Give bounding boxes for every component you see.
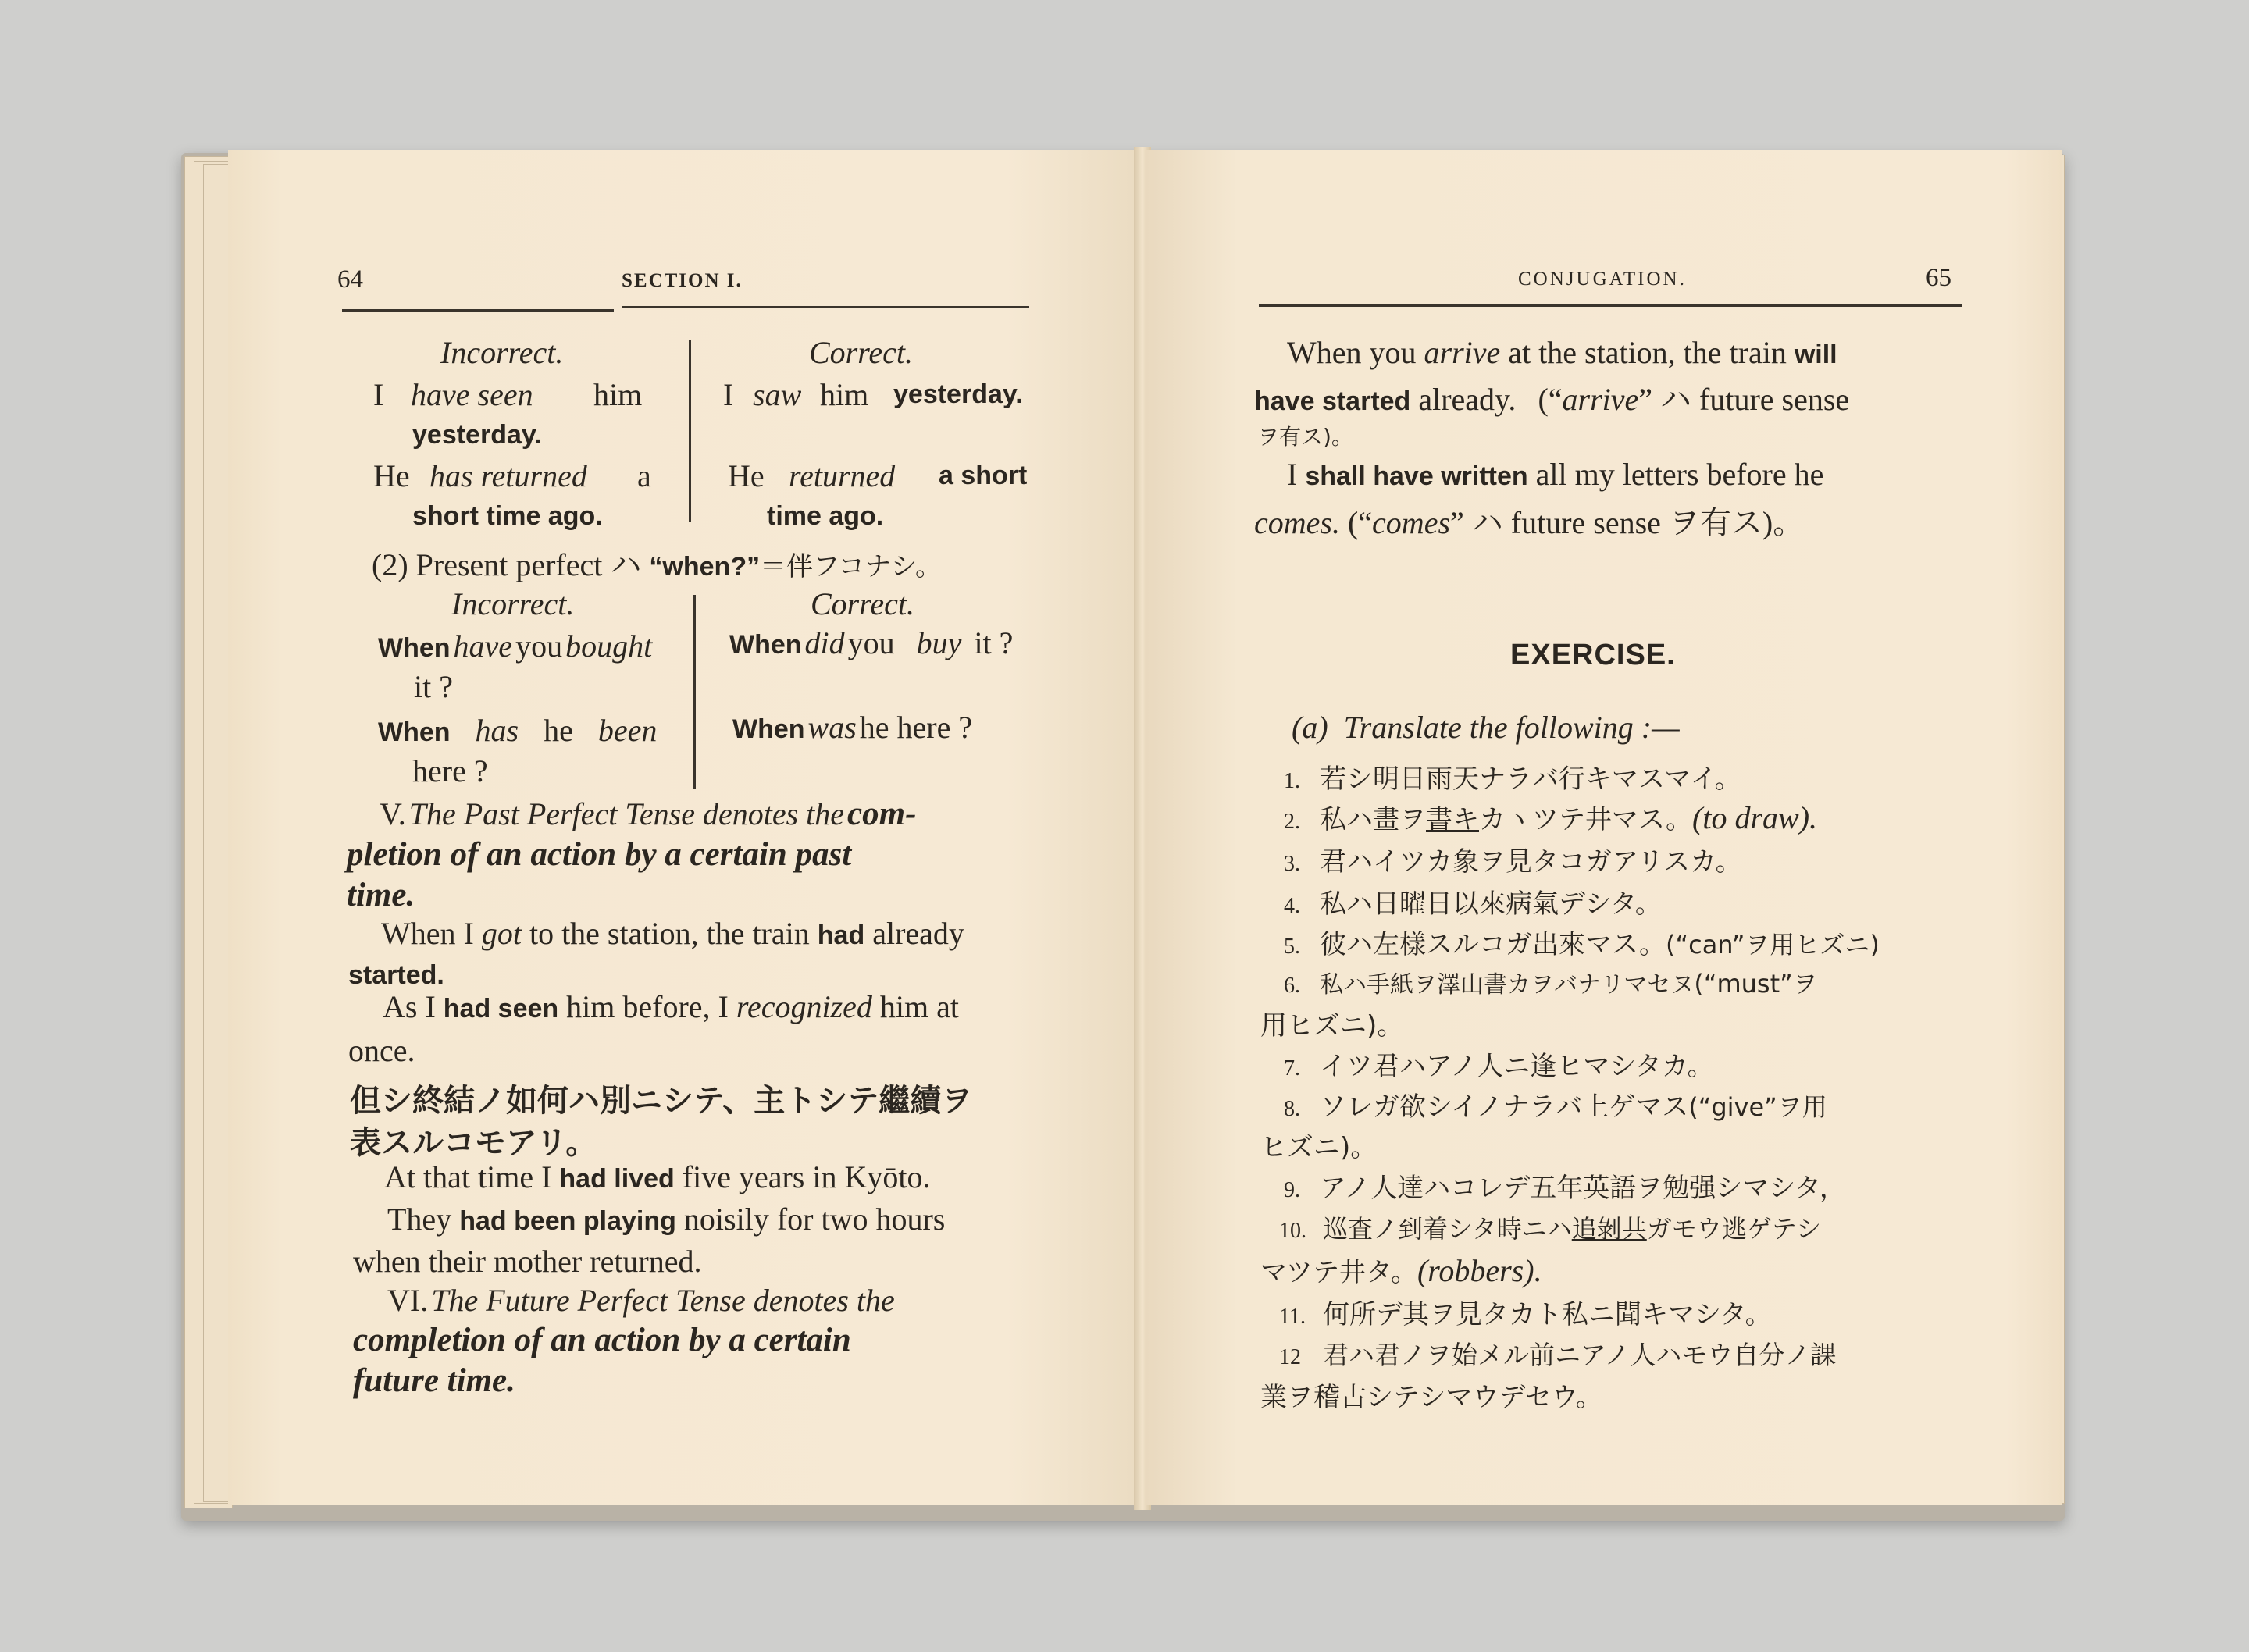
example-line	[378, 628, 652, 664]
item-text: 彼ハ左樣スルコガ出來マス。	[1320, 929, 1666, 960]
example-text: ” ハ future sense ヲ有ス)。	[1450, 505, 1805, 540]
example-text: ” ハ future sense	[1638, 382, 1850, 417]
item-text: 君ハイツカ象ヲ見タコガアリスカ。	[1320, 846, 1742, 878]
example-verb: recognized	[736, 989, 872, 1024]
item-number: 2.	[1284, 810, 1300, 834]
example-verb: buy	[916, 625, 962, 660]
definition-emphasis: future time.	[353, 1362, 515, 1399]
example-verb: returned	[789, 458, 896, 493]
example-sentence	[384, 1159, 930, 1195]
example-text: to the station, the train	[529, 916, 810, 951]
example-text: short time ago.	[412, 501, 603, 531]
section-header: CONJUGATION.	[1518, 269, 1687, 290]
example-text: They	[387, 1202, 452, 1237]
example-sentence	[381, 915, 964, 952]
example-text: when their mother returned.	[353, 1244, 702, 1279]
japanese-note: 表スルコモアリ。	[350, 1125, 597, 1161]
section-v-line-1	[380, 795, 916, 833]
example-verb: was	[807, 710, 857, 745]
example-text: it ?	[414, 669, 453, 704]
paragraph-line	[1254, 375, 1849, 419]
exercise-item	[1284, 1166, 1846, 1205]
exercise-item	[1284, 1045, 1714, 1083]
item-number: 4.	[1284, 894, 1300, 918]
example-text: noisily for two hours	[683, 1202, 946, 1237]
example-text: once.	[348, 1033, 415, 1068]
item-text: アノ人達ハコレデ五年英語ヲ勉强シマシタ，	[1320, 1173, 1846, 1204]
item-text: 君ハ君ノヲ始メル前ニアノ人ハモウ自分ノ課	[1323, 1340, 1837, 1370]
item-text: 私ハ手紙ヲ澤山書カヲバナリマセヌ	[1320, 971, 1695, 999]
example-verb: shall have written	[1305, 461, 1528, 491]
exercise-item	[1284, 882, 1662, 920]
item-continuation: 用ヒズニ)。	[1260, 1010, 1404, 1041]
right-page	[1146, 150, 2062, 1505]
example-text: he	[544, 713, 573, 748]
definition-emphasis: completion of an action by a certain	[353, 1322, 851, 1358]
section-vi-line-1	[387, 1282, 895, 1319]
example-verb: will	[1794, 340, 1837, 369]
example-text: When	[729, 630, 802, 660]
item-continuation	[1260, 1251, 1542, 1289]
example-text: five years in Kyōto.	[682, 1159, 931, 1194]
japanese-note: 但シ終結ノ如何ハ別ニシテ、主トシテ繼續ヲ	[350, 1083, 973, 1119]
exercise-item	[1279, 1293, 1772, 1331]
item-number: 9.	[1284, 1178, 1300, 1202]
item-text: 巡査ノ到着シタ時ニハ	[1323, 1214, 1572, 1244]
table-divider	[689, 340, 691, 522]
example-text: you	[515, 628, 563, 664]
example-verb: arrive	[1562, 382, 1639, 417]
exercise-item	[1279, 1335, 1836, 1372]
example-verb: bought	[565, 628, 653, 664]
example-verb: has returned	[429, 458, 587, 493]
exercise-item	[1284, 757, 1741, 796]
example-text: When	[732, 714, 805, 744]
exercise-item	[1284, 923, 1880, 961]
example-text: it ?	[974, 625, 1014, 660]
item-note: (“must”ヲ	[1694, 969, 1818, 999]
example-sentence	[383, 988, 959, 1025]
header-rule	[622, 306, 1029, 308]
item-number: 7.	[1284, 1056, 1300, 1081]
example-verb: been	[597, 713, 658, 748]
exercise-item	[1284, 1085, 1827, 1123]
example-verb: have seen	[411, 377, 533, 412]
exercise-instruction	[1292, 709, 1680, 746]
item-note: (robbers).	[1417, 1253, 1542, 1288]
item-text: 書キ	[1426, 804, 1479, 835]
header-rule	[1259, 304, 1962, 307]
example-verb: had lived	[559, 1164, 675, 1194]
item-note: (to draw).	[1692, 800, 1818, 835]
section-numeral: V.	[380, 796, 406, 831]
example-text: When	[378, 633, 451, 663]
item-number: 10.	[1279, 1219, 1306, 1243]
example-verb: arrive	[1424, 335, 1501, 370]
item-text: ソレガ欲シイノナラバ上ゲマス	[1320, 1091, 1689, 1123]
example-text: (“	[1538, 382, 1563, 417]
item-number: 6.	[1284, 974, 1300, 998]
example-text: He	[728, 458, 765, 493]
example-text: a short	[939, 461, 1028, 490]
item-text: 私ハ日曜日以來病氣デシタ。	[1320, 888, 1662, 920]
example-text: yesterday.	[412, 420, 542, 450]
example-text: a	[637, 458, 651, 493]
item-text: 何所デ其ヲ見タカト私ニ聞キマシタ。	[1323, 1299, 1772, 1330]
example-text: At that time I	[384, 1159, 552, 1194]
paragraph-line: ヲ有ス)。	[1257, 424, 1353, 450]
item-continuation: ヒズニ)。	[1260, 1132, 1378, 1163]
example-text: yesterday.	[893, 379, 1023, 409]
example-text: him	[593, 377, 643, 412]
definition-emphasis: com-	[847, 796, 917, 832]
item-text: カヽツテ井マス。	[1479, 804, 1693, 835]
item-note: (“give”ヲ用	[1688, 1092, 1827, 1122]
example-line	[729, 625, 1013, 661]
item-text: 若シ明日雨天ナラバ行キマスマイ。	[1320, 764, 1741, 795]
exercise-item	[1279, 1209, 1821, 1245]
example-verb: got	[481, 916, 522, 951]
item-text: マツテ井タ。	[1260, 1257, 1417, 1288]
example-text: I	[1287, 457, 1298, 492]
example-text: all my letters before he	[1535, 457, 1824, 492]
item-text: 追剝共	[1571, 1214, 1647, 1244]
example-verb: has	[475, 713, 519, 748]
example-text: He	[373, 458, 410, 493]
item-number: 8.	[1284, 1097, 1300, 1121]
exercise-item	[1284, 798, 1817, 836]
example-verb: had	[817, 920, 865, 950]
exercise-item	[1284, 963, 1818, 1000]
example-verb: did	[804, 625, 845, 660]
header-rule	[342, 309, 614, 312]
example-text: (“	[1347, 505, 1373, 540]
example-verb: comes	[1372, 505, 1451, 540]
instruction-text: Translate the following :—	[1343, 710, 1680, 745]
item-number: 1.	[1284, 769, 1300, 793]
example-text: When you	[1287, 335, 1417, 370]
example-text: him	[820, 377, 869, 412]
page-number: 64	[337, 265, 363, 294]
table-divider	[693, 595, 696, 789]
item-text: 私ハ畫ヲ	[1320, 804, 1426, 835]
item-text: イツ君ハアノ人ニ逢ヒマシタカ。	[1320, 1051, 1714, 1082]
example-verb: have	[453, 628, 513, 664]
example-text: When	[378, 717, 451, 747]
example-text: he here ?	[859, 710, 973, 745]
example-verb: saw	[753, 377, 802, 412]
item-continuation: 業ヲ稽古シテシマウデセウ。	[1260, 1382, 1602, 1413]
item-text: ガモウ逃ゲテシ	[1646, 1214, 1822, 1244]
rule-jp: ＝伴フコナシ。	[760, 551, 942, 582]
example-text: As I	[383, 989, 436, 1024]
rule-quote: “when?”	[649, 552, 761, 582]
left-page	[228, 150, 1143, 1505]
correct-header: Correct.	[809, 335, 913, 370]
example-text: at the station, the train	[1508, 335, 1787, 370]
paragraph-line	[1287, 334, 1837, 371]
incorrect-header: Incorrect.	[451, 586, 575, 621]
example-text: I	[373, 377, 384, 412]
example-text: him at	[879, 989, 959, 1024]
example-line	[378, 712, 657, 749]
example-sentence	[387, 1201, 945, 1237]
example-verb: had seen	[443, 994, 559, 1024]
example-text: time ago.	[767, 501, 884, 531]
section-header: SECTION I.	[622, 270, 743, 291]
example-verb: comes.	[1254, 505, 1340, 540]
definition-emphasis: pletion of an action by a certain past	[347, 836, 852, 873]
incorrect-header: Incorrect.	[440, 335, 564, 370]
exercise-item	[1284, 840, 1742, 878]
definition-text: The Future Perfect Tense denotes the	[431, 1283, 895, 1318]
item-number: 3.	[1284, 852, 1300, 876]
example-text: I	[723, 377, 734, 412]
rule-text: (2) Present perfect ハ	[372, 547, 642, 582]
item-number: 11.	[1279, 1305, 1306, 1329]
example-text: here ?	[412, 753, 488, 789]
definition-text: The Past Perfect Tense denotes the	[408, 796, 845, 831]
paragraph-line	[1254, 498, 1804, 543]
example-verb: had been playing	[459, 1206, 676, 1236]
definition-emphasis: time.	[347, 877, 415, 913]
item-number: 12	[1279, 1345, 1301, 1369]
correct-header: Correct.	[811, 586, 914, 621]
example-verb: have started	[1254, 386, 1411, 416]
example-text: you	[847, 625, 895, 660]
example-line	[732, 709, 972, 746]
section-numeral: VI.	[387, 1283, 429, 1318]
instruction-label: (a)	[1292, 710, 1328, 745]
exercise-title: EXERCISE.	[1510, 639, 1676, 671]
item-note: (“can”ヲ用ヒズニ)	[1666, 930, 1880, 960]
page-number: 65	[1926, 264, 1951, 292]
example-verb: started.	[348, 960, 444, 990]
example-text: him before, I	[566, 989, 729, 1024]
rule-heading	[372, 540, 942, 585]
paragraph-line	[1287, 456, 1823, 493]
example-text: already.	[1418, 382, 1517, 417]
item-number: 5.	[1284, 935, 1300, 959]
example-text: When I	[381, 916, 474, 951]
example-text: already	[872, 916, 964, 951]
